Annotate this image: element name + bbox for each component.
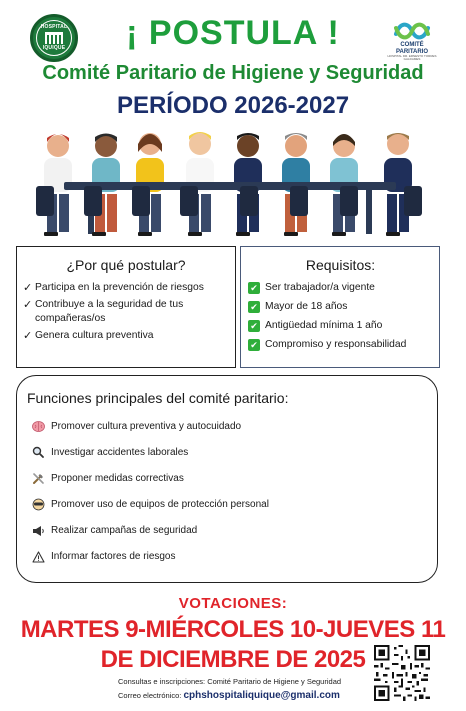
green-check-icon: ✔ [248,282,260,294]
hospital-logo-bottom-text: IQUIQUE [42,45,66,51]
requirement-item: ✔ Antigüedad mínima 1 año [248,319,433,333]
magnifier-icon [31,445,45,459]
requirements-list [248,281,433,352]
why-apply-item: ✓ Genera cultura preventiva [23,330,154,342]
why-apply-list [23,281,229,343]
meeting-illustration [28,122,432,240]
why-apply-item: ✓ Participa en la prevención de riesgos [23,282,204,294]
contact-info: Consultas e inscripciones: Comité Paritario de Higiene y Seguridad [118,677,342,686]
checkmark-icon: ✓ [23,299,33,311]
requirements-heading: Requisitos: [305,257,376,273]
requirement-item: ✔ Ser trabajador/a vigente [248,281,433,295]
requirement-item: ✔ Compromiso y responsabilidad [248,338,433,352]
functions-heading: Funciones principales del comité paritario: [27,390,289,406]
why-apply-item: ✓ Contribuye a la seguridad de tus compañeras/os [23,299,184,324]
committee-logo-line1: COMITÉ [400,42,424,48]
brain-icon [31,419,45,433]
why-apply-heading: ¿Por qué postular? [66,257,186,273]
safety-goggles-icon [31,498,45,512]
warning-icon [31,550,45,564]
email-label: Correo electrónico: [118,691,184,700]
green-check-icon: ✔ [248,320,260,332]
email-link[interactable]: cphshospitaliquique@gmail.com [183,690,340,701]
function-item: Promover uso de equipos de protección personal [27,497,427,513]
committee-logo-line3: HOSPITAL DR. ERNESTO TORRES GALDAMES [387,54,437,62]
voting-label: VOTACIONES: [178,595,288,612]
hospital-logo-top-text: HOSPITAL [40,24,68,30]
requirements-box [240,246,440,368]
function-item: Promover cultura preventiva y autocuidado [27,418,427,434]
checkmark-icon: ✓ [23,330,33,342]
function-item: Investigar accidentes laborales [27,444,427,460]
function-item: Realizar campañas de seguridad [27,523,427,539]
contact-email-line [118,690,340,701]
committee-logo-line2: PARITARIO [395,48,429,55]
tools-icon [31,471,45,485]
function-item: Informar factores de riesgos [27,549,427,565]
function-item: Proponer medidas correctivas [27,470,427,486]
requirement-item: ✔ Mayor de 18 años [248,300,433,314]
voting-dates-line1: MARTES 9-MIÉRCOLES 10-JUEVES 11 [20,616,446,643]
page-title: ¡ POSTULA ! [126,14,340,52]
green-check-icon: ✔ [248,339,260,351]
functions-box [16,375,438,583]
period-heading: PERÍODO 2026-2027 [116,92,350,119]
functions-list [27,418,427,565]
committee-subtitle: Comité Paritario de Higiene y Seguridad [42,62,424,84]
voting-dates-line2: DE DICIEMBRE DE 2025 [100,646,366,673]
qr-code[interactable] [374,645,430,701]
why-apply-box [16,246,236,368]
green-check-icon: ✔ [248,301,260,313]
megaphone-icon [31,524,45,538]
checkmark-icon: ✓ [23,282,33,294]
